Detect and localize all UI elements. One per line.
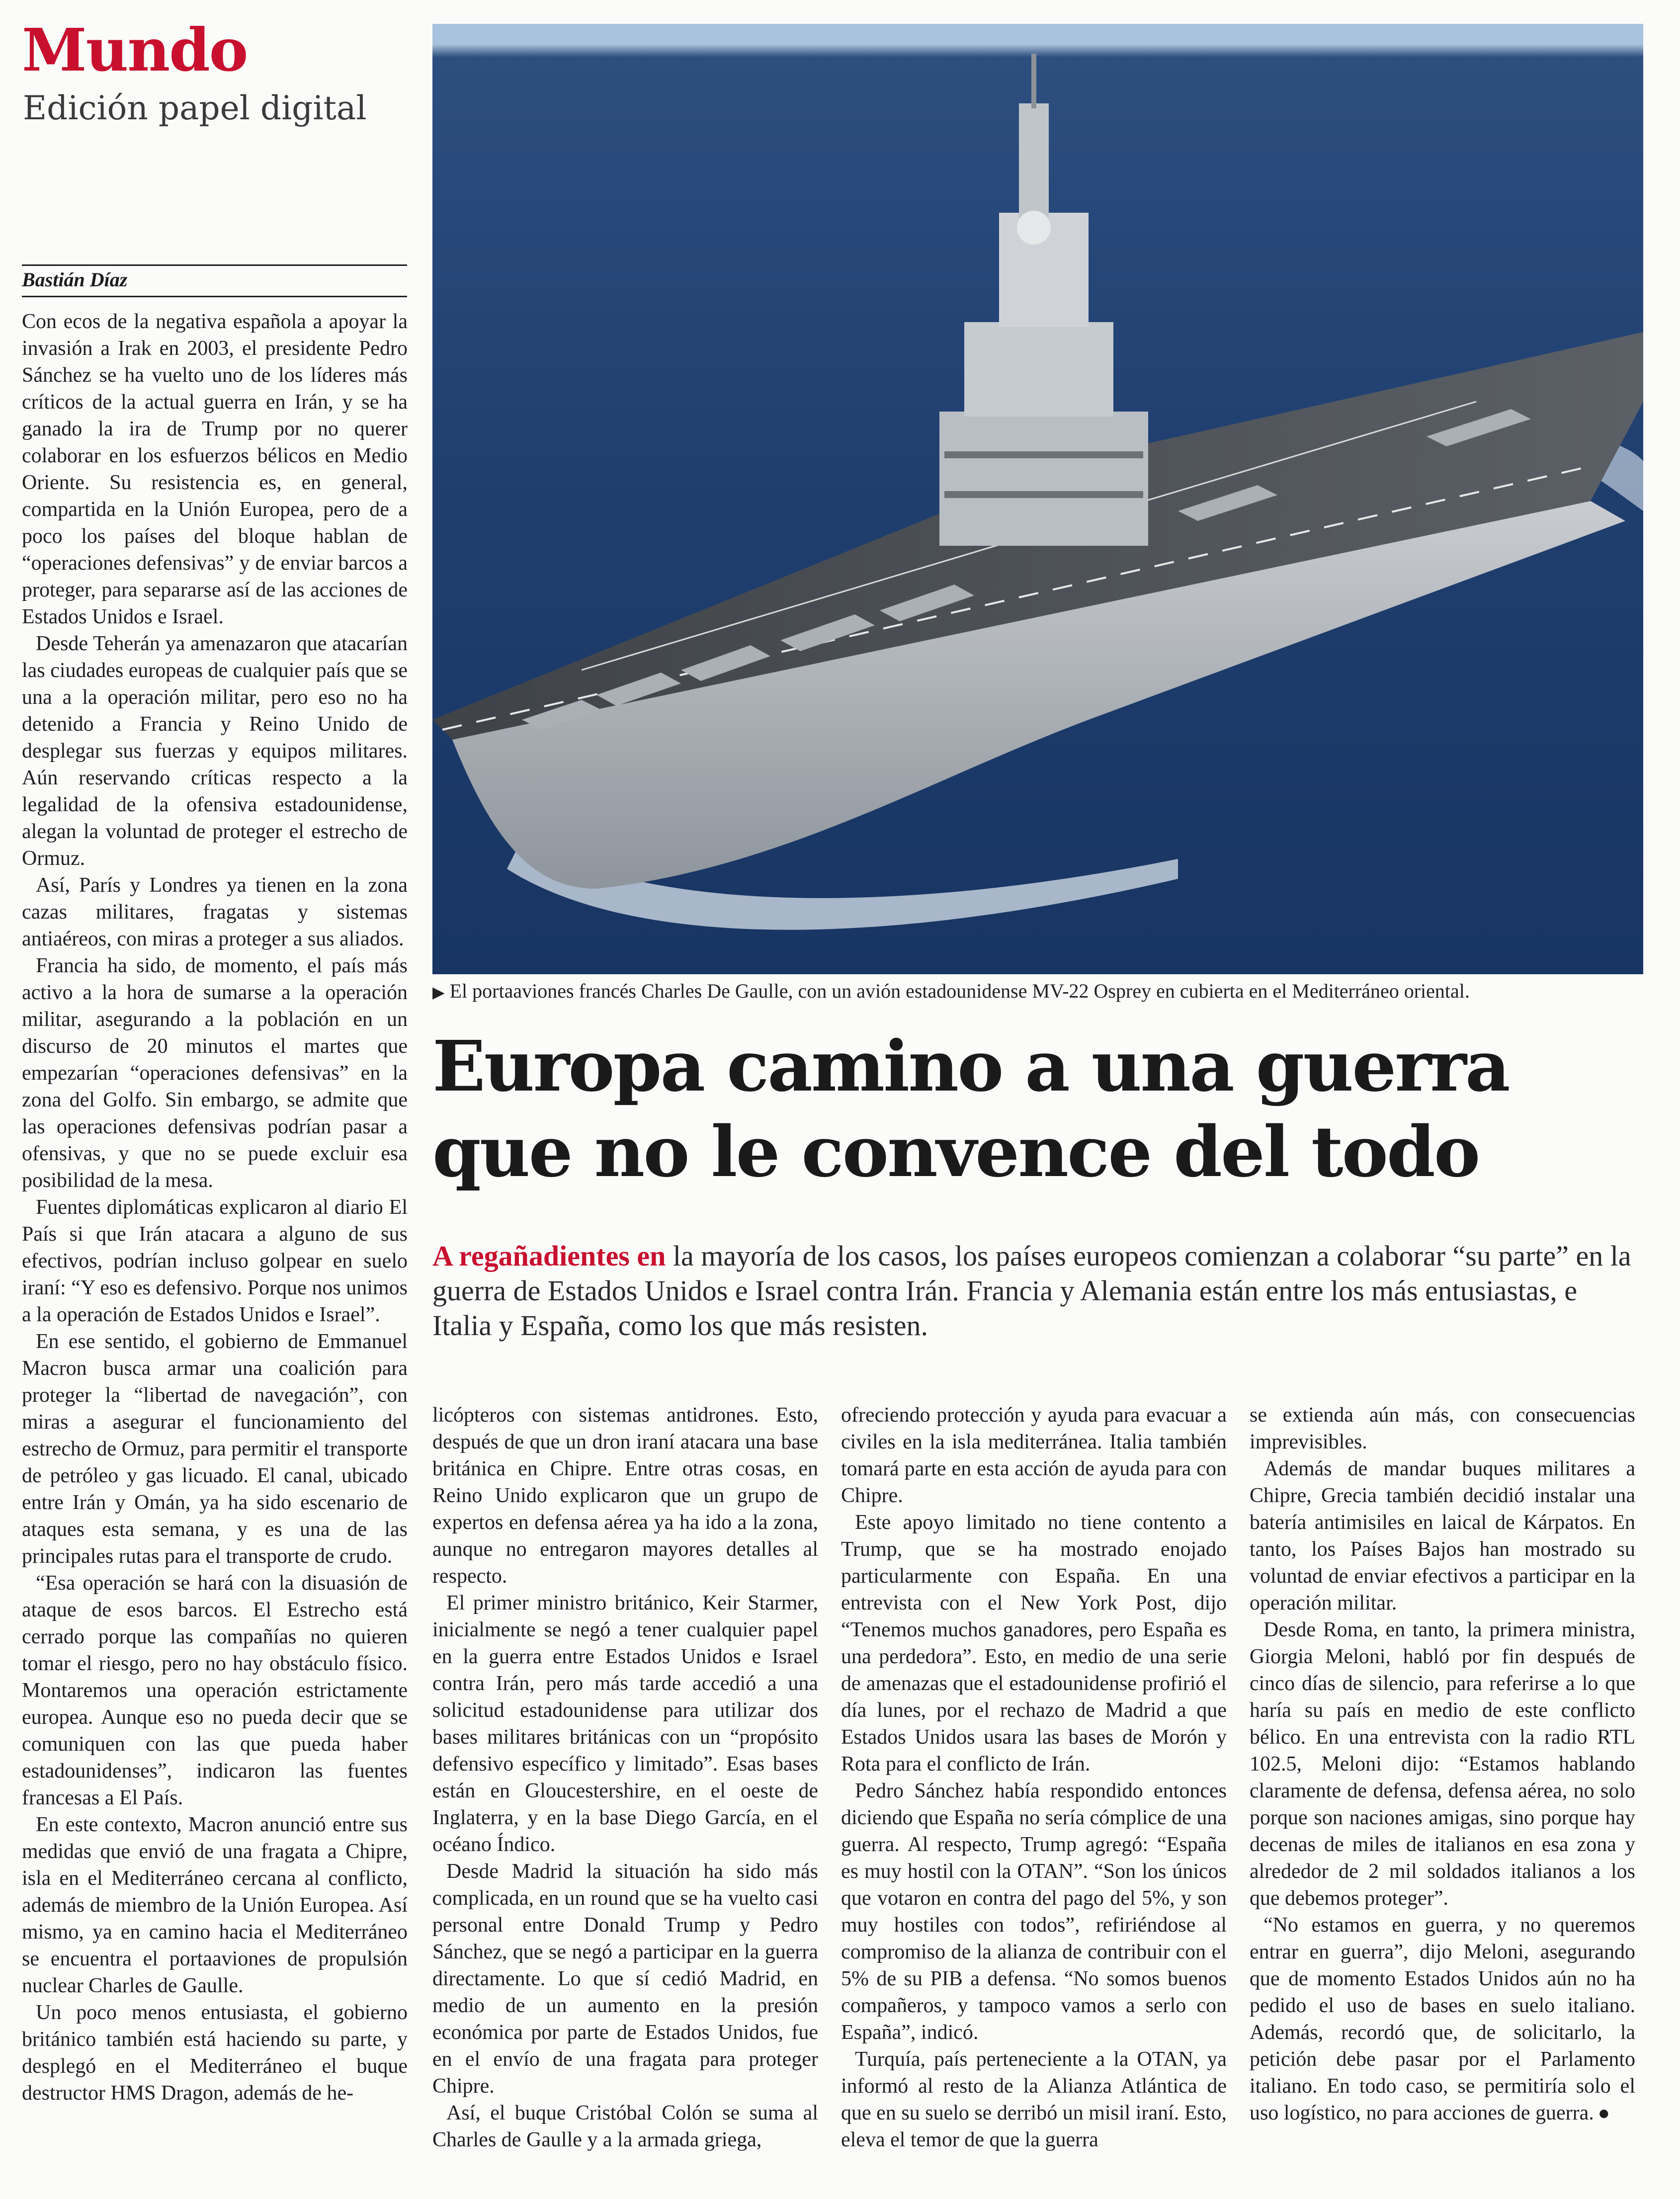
section-title: Mundo [22,15,248,85]
paragraph-text: “No estamos en guerra, y no queremos entrar en guerra”, dijo Meloni, asegurando que de momento Estados Unidos aún no ha pedido el uso de bases en suelo italiano. Además, recordó que, de solicitarlo, la petición debe pasar por el Parlamento italiano. En todo caso, se permitiría solo el uso logístico, no para acciones de guerra. [1250,1914,1635,2124]
paragraph: Desde Roma, en tanto, la primera ministra, Giorgia Meloni, habló por fin después de cinco días de silencio, para referirse a lo que haría su país en medio de este conflicto bélico. En una entrevista con la radio RTL 102.5, Meloni dijo: “Estamos hablando claramente de defensa, defensa aérea, no solo porque son naciones amigas, sino porque hay decenas de miles de italianos en esa zona y alrededor de 2 mil soldados italianos a los que debemos proteger”. [1250,1618,1635,1910]
paragraph: En ese sentido, el gobierno de Emmanuel Macron busca armar una coalición para proteger la “libertad de navegación”, con miras a asegurar el funcionamiento del estrecho de Ormuz, para permitir el transporte de petróleo y gas licuado. El canal, ubicado entre Irán y Omán, ya ha sido escenario de ataques esta semana, y es una de las principales rutas para el transporte de crudo. [22,1330,408,1568]
section-subtitle: Edición papel digital [23,89,367,127]
lead-paragraph [432,1239,1640,1343]
paragraph: Con ecos de la negativa española a apoyar la invasión a Irak en 2003, el presidente Pedro Sánchez se ha vuelto uno de los líderes más críticos de la actual guerra en Irán, y se ha ganado la ira de Trump por no querer colaborar en los esfuerzos bélicos en Medio Oriente. Su resistencia es, en general, compartida en la Unión Europea, pero de a poco los países del bloque hablan de “operaciones defensivas” y de enviar barcos a proteger, para separarse así de las acciones de Estados Unidos e Israel. [22,310,408,628]
paragraph: se extienda aún más, con consecuencias imprevisibles. [1250,1404,1635,1453]
paragraph: Un poco menos entusiasta, el gobierno británico también está haciendo su parte, y desplegó en el Mediterráneo el buque destructor HMS Dragon, además de he- [22,2001,408,2105]
lead-kicker: A regañadientes en [432,1240,666,1272]
end-mark-icon: ● [1597,2102,1610,2124]
paragraph: Además de mandar buques militares a Chipre, Grecia también decidió instalar una batería antimisiles en laical de Kárpatos. En tanto, los Países Bajos han mostrado su voluntad de enviar efectivos a participar en la operación militar. [1250,1457,1635,1614]
article-column-1 [22,308,408,2192]
paragraph: Turquía, país perteneciente a la OTAN, ya informó al resto de la Alianza Atlántica de que en su suelo se derribó un misil iraní. Esto, eleva el temor de que la guerra [841,2048,1227,2151]
article-column-4 [1250,1402,1635,2197]
paragraph: El primer ministro británico, Keir Starmer, inicialmente se negó a tener cualquier papel en la guerra entre Estados Unidos e Israel contra Irán, pero más tarde accedió a una solicitud estadounidense para utilizar dos bases militares británicas con un “propósito defensivo específico y limitado”. Esas bases están en Gloucestershire, en el oeste de Inglaterra, y en la base Diego García, en el océano Índico. [432,1592,818,1856]
paragraph: Así, París y Londres ya tienen en la zona cazas militares, fragatas y sistemas antiaéreos, con miras a proteger a sus aliados. [22,874,408,950]
paragraph: Pedro Sánchez había respondido entonces diciendo que España no sería cómplice de una guerra. Al respecto, Trump agregó: “España es muy hostil con la OTAN”. “Son los únicos que votaron en contra del pago del 5%, y son muy hostiles con todos”, refiriéndose al compromiso de la alianza de contribuir con el 5% de su PIB a defensa. “No somos buenos compañeros, y tampoco vamos a serlo con España”, indicó. [841,1779,1227,2044]
paragraph: Fuentes diplomáticas explicaron al diario El País si que Irán atacara a alguno de sus efectivos, podrían incluso golpear en suelo iraní: “Y eso es defensivo. Porque nos unimos a la operación de Estados Unidos e Israel”. [22,1196,408,1326]
article-column-2 [432,1402,818,2197]
paragraph: licópteros con sistemas antidrones. Esto, después de que un dron iraní atacara una base británica en Chipre. Entre otras cosas, en Reino Unido explicaron que un grupo de expertos en defensa aérea ya ha ido a la zona, aunque no entregaron mayores detalles al respecto. [432,1404,818,1588]
article-column-3 [841,1402,1227,2197]
paragraph: ofreciendo protección y ayuda para evacuar a civiles en la isla mediterránea. Italia también tomará parte en esta acción de ayuda para con Chipre. [841,1404,1227,1507]
lead-text: la mayoría de los casos, los países europeos comienzan a colaborar “su parte” en la guerra de Estados Unidos e Israel contra Irán. Francia y Alemania están entre los más entusiastas, e Italia y España, como los que más resisten. [432,1240,1631,1342]
paragraph: Desde Madrid la situación ha sido más complicada, en un round que se ha vuelto casi personal entre Donald Trump y Pedro Sánchez, que se negó a participar en la guerra directamente. Lo que sí cedió Madrid, en medio de un aumento en la presión económica por parte de Estados Unidos, fue en el envío de una fragata para proteger Chipre. [432,1860,818,2098]
paragraph: “Esa operación se hará con la disuasión de ataque de esos barcos. El Estrecho está cerrado porque las compañías no quieren tomar el riesgo, pero no hay obstáculo físico. Montaremos una operación estrictamente europea. Aunque eso no pueda decir que se comuniquen con las que pueda haber estadounidenses”, indicaron las fuentes francesas a El País. [22,1572,408,1809]
headline [432,1024,1645,1195]
caption-text: El portaaviones francés Charles De Gaulle, con un avión estadounidense MV-22 Osprey en cubierta en el Mediterráneo oriental. [449,980,1470,1002]
caption-marker: ▶ [432,983,445,1001]
paragraph: Este apoyo limitado no tiene contento a Trump, que se ha mostrado enojado particularmente con España. En una entrevista con el New York Post, dijo “Tenemos muchos ganadores, pero España es una perdedora”. Esto, en medio de una serie de amenazas que el estadounidense profirió el día lunes, por el rechazo de Madrid a que Estados Unidos usara las bases de Morón y Rota para el conflicto de Irán. [841,1511,1227,1776]
byline: Bastián Díaz [22,264,407,297]
paragraph: Así, el buque Cristóbal Colón se suma al Charles de Gaulle y a la armada griega, [432,2102,818,2151]
paragraph [1250,1912,1635,2126]
paragraph: Francia ha sido, de momento, el país más activo a la hora de sumarse a la operación militar, asegurando a la población en un discurso de 20 minutos el martes que empezarían “operaciones defensivas” en la zona del Golfo. Sin embargo, se admite que las operaciones defensivas podrían pasar a ofensivas, y que no se puede excluir esa posibilidad de la mesa. [22,954,408,1192]
headline-line-2: que no le convence del todo [432,1111,1479,1193]
aircraft-carrier-photo [432,24,1643,974]
paragraph: Desde Teherán ya amenazaron que atacarían las ciudades europeas de cualquier país que se una a la operación militar, pero eso no ha detenido a Francia y Reino Unido de desplegar sus fuerzas y equipos militares. Aún reservando críticas respecto a la legalidad de la ofensiva estadounidense, alegan la voluntad de proteger el estrecho de Ormuz. [22,632,408,870]
headline-line-1: Europa camino a una guerra [432,1026,1509,1107]
paragraph: En este contexto, Macron anunció entre sus medidas que envió de una fragata a Chipre, isla en el Mediterráneo cercana al conflicto, además de miembro de la Unión Europea. Así mismo, ya en camino hacia el Mediterráneo se encuentra el portaaviones de propulsión nuclear Charles de Gaulle. [22,1813,408,1997]
photo-caption [432,978,1643,1005]
